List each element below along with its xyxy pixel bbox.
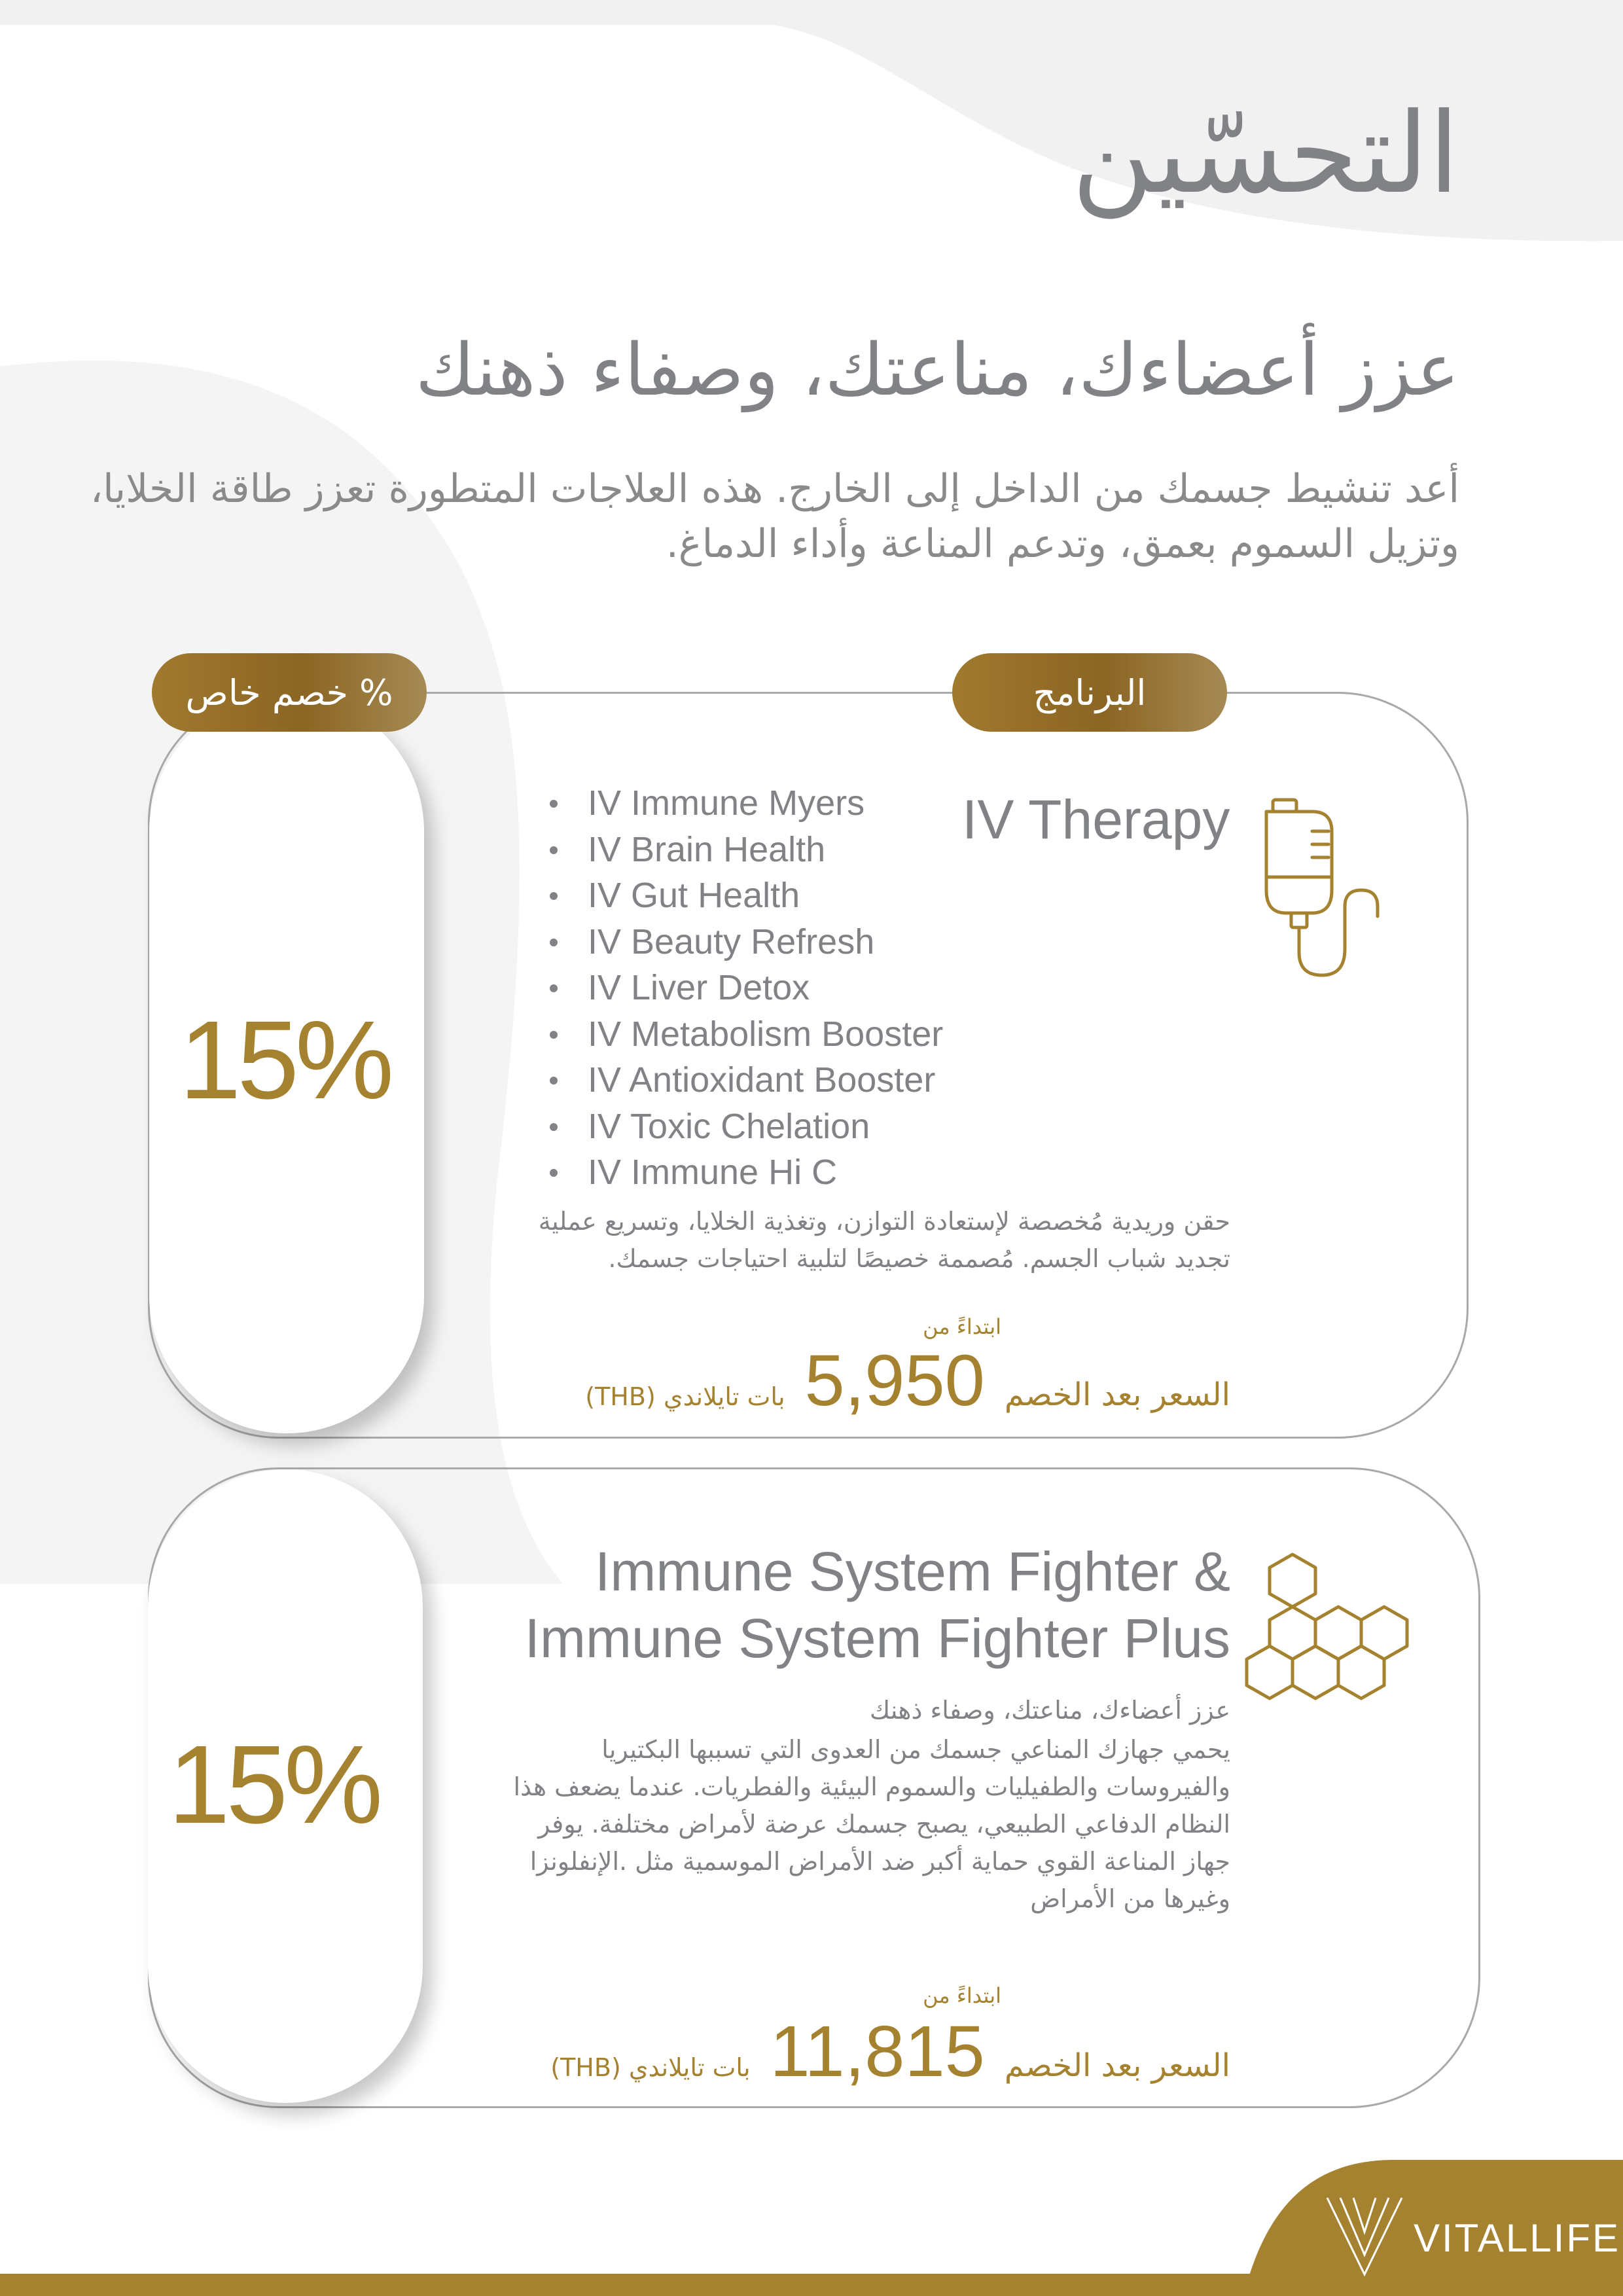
list-item: IV Toxic Chelation: [588, 1103, 943, 1150]
list-item: IV Immune Hi C: [588, 1149, 943, 1196]
price-value: 5,950: [804, 1340, 985, 1421]
iv-service-list: [537, 780, 943, 1196]
list-item: IV Gut Health: [588, 872, 943, 919]
iv-drip-icon: [1247, 792, 1404, 988]
program-title-iv-therapy: IV Therapy: [962, 789, 1230, 850]
price-from-label: ابتداءً من: [923, 1983, 1001, 2008]
price-label: السعر بعد الخصم: [1004, 1376, 1230, 1413]
subtitle-immune-fighter: عزز أعضاءك، مناعتك، وصفاء ذهنك: [869, 1696, 1230, 1725]
currency-label: بات تايلاندي (THB): [585, 1382, 785, 1411]
currency-label: بات تايلاندي (THB): [550, 2053, 751, 2082]
page-title: التحسّين: [1071, 89, 1459, 219]
list-item: IV Beauty Refresh: [588, 919, 943, 965]
price-row-iv-therapy: [585, 1340, 1230, 1421]
price-row-immune-fighter: [550, 2011, 1230, 2092]
vitallife-logo-icon: [1322, 2193, 1407, 2278]
price-label: السعر بعد الخصم: [1004, 2047, 1230, 2084]
price-value: 11,815: [770, 2011, 985, 2092]
brand-name: VITALLIFE: [1414, 2216, 1620, 2260]
honeycomb-icon: [1243, 1551, 1414, 1721]
discount-value-immune-fighter: 15%: [168, 1723, 380, 1847]
headline: عزز أعضاءك، مناعتك، وصفاء ذهنك: [415, 328, 1459, 412]
description-iv-therapy: حقن وريدية مُخصصة لإستعادة التوازن، وتغذية الخلايا، وتسريع عملية تجديد شباب الجسم. مُصممة خصيصًا لتلبية احتياجات جسمك.: [538, 1207, 1230, 1273]
list-item: IV Immune Myers: [588, 780, 943, 827]
program-title-line: Immune System Fighter Plus: [524, 1607, 1230, 1670]
description-immune-fighter: يحمي جهازك المناعي جسمك من العدوى التي تسببها البكتيريا والفيروسات والطفيليات والسموم البيئية والفطريات. عندما يضعف هذا النظام الدفاعي الطبيعي، يصبح جسمك عرضة لأمراض مختلفة. يوفر جهاز المناعة القوي حماية أكبر ضد الأمراض الموسمية مثل .الإنفلونزا وغيرها من الأمراض: [513, 1735, 1230, 1913]
list-item: IV Metabolism Booster: [588, 1011, 943, 1058]
discount-value-iv-therapy: 15%: [179, 998, 391, 1122]
intro-paragraph: أعد تنشيط جسمك من الداخل إلى الخارج. هذه العلاجات المتطورة تعزز طاقة الخلايا، وتزيل السموم بعمق، وتدعم المناعة وأداء الدماغ.: [90, 466, 1459, 567]
program-title-line: Immune System Fighter &: [595, 1541, 1230, 1602]
program-tag: البرنامج: [952, 653, 1227, 732]
list-item: IV Brain Health: [588, 827, 943, 873]
program-title-immune-fighter: [510, 1538, 1230, 1672]
list-item: IV Antioxidant Booster: [588, 1057, 943, 1103]
list-item: IV Liver Detox: [588, 965, 943, 1011]
price-from-label: ابتداءً من: [923, 1314, 1001, 1339]
special-discount-tag: خصم خاص %: [152, 653, 427, 732]
